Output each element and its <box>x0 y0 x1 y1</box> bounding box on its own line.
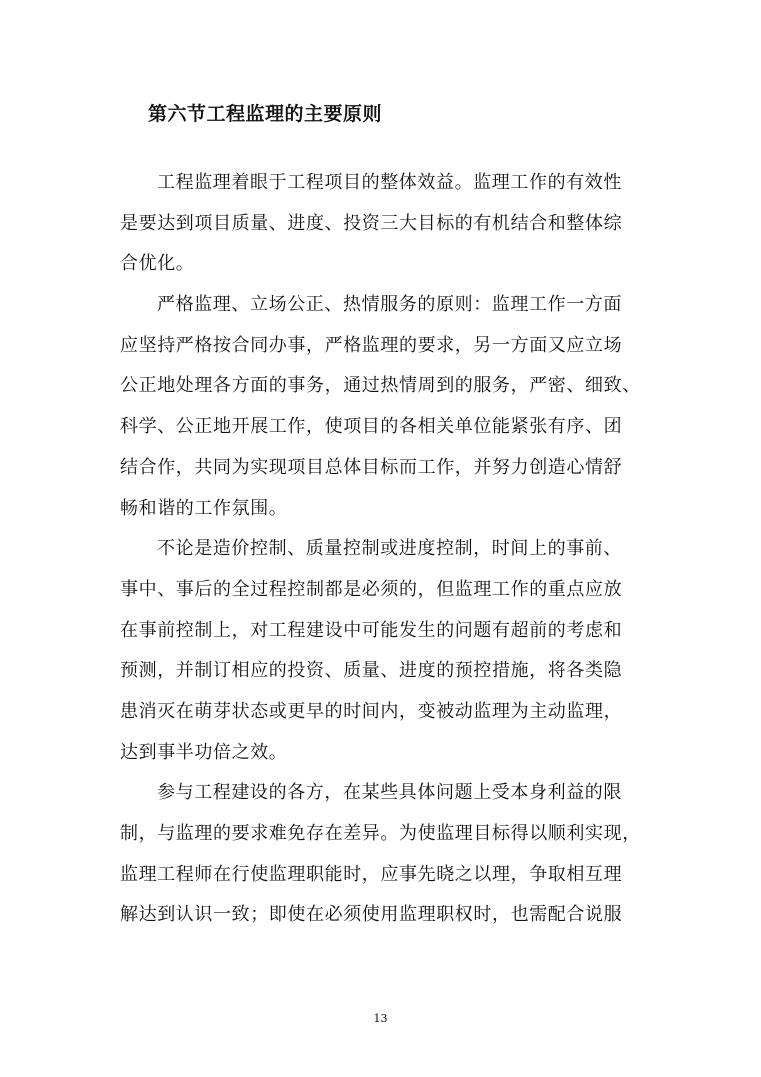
paragraph-line: 在事前控制上，对工程建设中可能发生的问题有超前的考虑和 <box>120 619 623 641</box>
paragraph-line: 预测，并制订相应的投资、质量、进度的预控措施，将各类隐 <box>120 660 623 682</box>
page-number: 13 <box>373 1012 388 1025</box>
paragraph-line: 解达到认识一致；即使在必须使用监理职权时，也需配合说服 <box>120 904 623 926</box>
paragraph-line: 制，与监理的要求难免存在差异。为使监理目标得以顺利实现， <box>120 823 641 844</box>
paragraph-line: 患消灭在萌芽状态或更早的时间内，变被动监理为主动监理， <box>120 700 623 722</box>
paragraph-line: 达到事半功倍之效。 <box>120 741 288 763</box>
paragraph-line: 公正地处理各方面的事务，通过热情周到的服务，严密、细致、 <box>120 375 641 397</box>
paragraph <box>120 163 640 285</box>
document-body <box>120 163 640 936</box>
section-title: 第六节工程监理的主要原则 <box>148 103 383 125</box>
paragraph-line: 不论是造价控制、质量控制或进度控制，时间上的事前、 <box>157 538 622 560</box>
paragraph-line: 参与工程建设的各方，在某些具体问题上受本身利益的限 <box>157 782 622 804</box>
paragraph-line: 结合作，共同为实现项目总体目标而工作，并努力创造心情舒 <box>120 456 623 478</box>
paragraph-line: 应坚持严格按合同办事，严格监理的要求，另一方面又应立场 <box>120 334 623 356</box>
paragraph-line: 科学、公正地开展工作，使项目的各相关单位能紧张有序、团 <box>120 416 623 438</box>
paragraph <box>120 285 640 529</box>
paragraph-line: 是要达到项目质量、进度、投资三大目标的有机结合和整体综 <box>120 212 623 234</box>
paragraph-line: 畅和谐的工作氛围。 <box>120 497 288 519</box>
paragraph-line: 监理工程师在行使监理职能时，应事先晓之以理，争取相互理 <box>120 863 623 885</box>
paragraph-line: 合优化。 <box>120 253 195 275</box>
paragraph <box>120 529 640 773</box>
paragraph <box>120 773 640 936</box>
paragraph-line: 工程监理着眼于工程项目的整体效益。监理工作的有效性 <box>157 172 622 193</box>
paragraph-line: 严格监理、立场公正、热情服务的原则：监理工作一方面 <box>157 294 622 316</box>
paragraph-line: 事中、事后的全过程控制都是必须的，但监理工作的重点应放 <box>120 578 623 600</box>
